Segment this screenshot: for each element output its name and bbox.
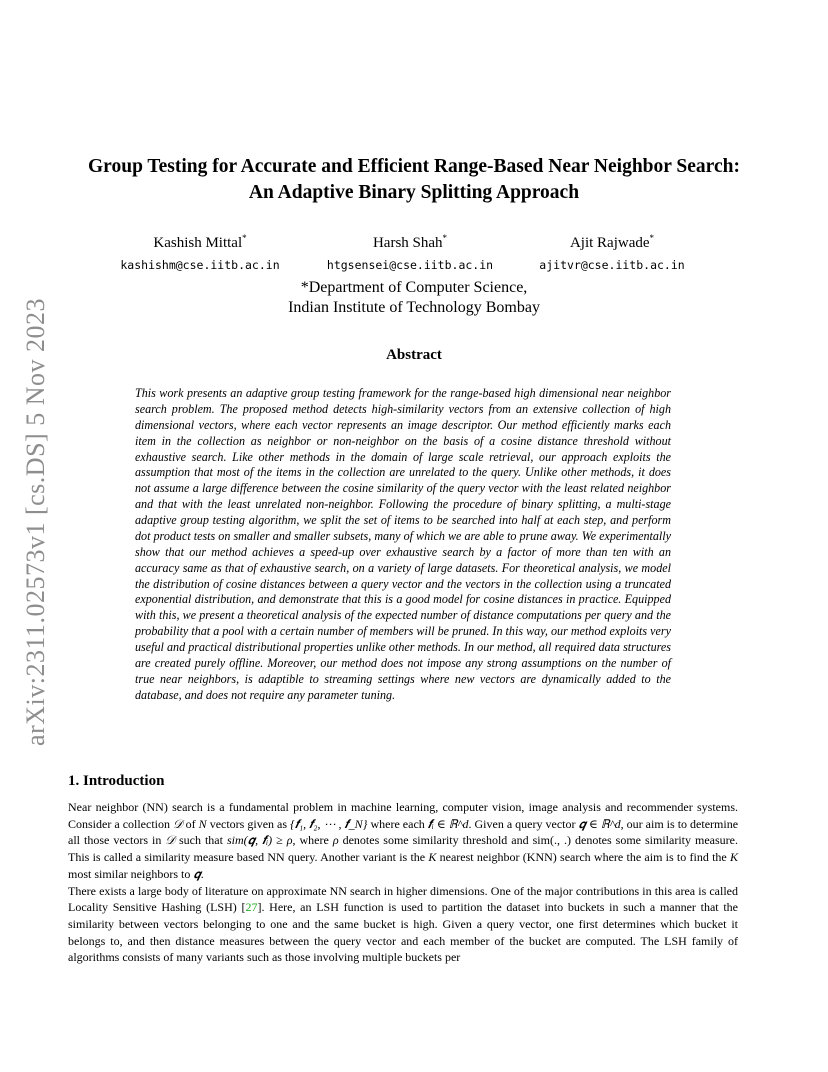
paragraph-1: [68, 799, 738, 883]
math-inline: 𝒟: [173, 816, 183, 831]
text-run: of: [182, 816, 199, 831]
math-inline: N: [198, 816, 207, 831]
math-inline: 𝒇ᵢ ∈ ℝ^d: [427, 816, 469, 831]
math-inline: 𝒟: [165, 833, 175, 848]
text-run: denotes some similarity measure. This is called a similarity measure based NN query. Another variant is the: [68, 833, 738, 865]
author-email[interactable]: htgsensei@cse.iitb.ac.in: [326, 258, 494, 272]
title-line-2: An Adaptive Binary Splitting Approach: [248, 182, 580, 203]
math-inline: {𝒇₁, 𝒇₂, ⋯ , 𝒇_N}: [290, 816, 368, 831]
paragraph-2: [68, 883, 738, 967]
text-run: There exists a large body of literature on approximate NN search in higher dimensions. One of the major contributions in this area is called Locality Sensitive Hashing (LSH) [: [68, 883, 738, 915]
text-run: ]. Here, an LSH function is used to partition the dataset into buckets in such a manner that the similarity between vectors belonging to one and the same bucket is high. Given a query vector, one first determines which bucket it belongs to, and then distance measures between the query vector and each member of the bucket are computed. The LSH family of algorithms consists of many variants such as those involving multiple buckets per: [68, 900, 738, 965]
author-3: [502, 233, 722, 275]
citation-link[interactable]: 27: [245, 900, 258, 915]
text-run: , where: [292, 833, 333, 848]
math-inline: sim(., .): [532, 833, 571, 848]
text-run: nearest neighbor (KNN) search where the aim is to find the: [436, 850, 730, 865]
paper-title: [0, 154, 828, 206]
affiliation-line-1: *Department of Computer Science,: [300, 279, 528, 296]
text-run: most similar neighbors to: [68, 866, 194, 881]
affiliation-line-2: Indian Institute of Technology Bombay: [288, 299, 540, 316]
affiliation: [0, 278, 828, 318]
math-inline: ρ: [332, 833, 339, 848]
text-run: . Given a query vector: [468, 816, 579, 831]
author-email[interactable]: kashishm@cse.iitb.ac.in: [120, 258, 280, 272]
author-name: Ajit Rajwade: [569, 235, 650, 251]
math-inline: 𝒒: [193, 866, 201, 881]
text-run: .: [200, 866, 204, 881]
math-inline: 𝒒 ∈ ℝ^d: [578, 816, 621, 831]
math-inline: K: [729, 850, 738, 865]
author-email[interactable]: ajitvr@cse.iitb.ac.in: [539, 258, 685, 272]
abstract-heading: Abstract: [386, 347, 442, 363]
section-heading-introduction: 1. Introduction: [68, 773, 165, 789]
introduction-body: [68, 799, 738, 966]
text-run: , our aim is to determine all those vectors in: [68, 816, 739, 848]
text-run: vectors given as: [206, 816, 291, 831]
text-run: Near neighbor (NN) search is a fundamental problem in machine learning, computer vision, image analysis and recommender systems. Consider a collection: [68, 800, 738, 831]
text-run: denotes some similarity threshold and: [338, 833, 533, 848]
abstract-text: This work presents an adaptive group testing framework for the range-based high dimensional near neighbor search problem. The proposed method detects high-similarity vectors from an extensive collection of high dimensional vectors, where each vector represents an image descriptor. Our method efficiently marks each item in the collection as neighbor or non-neighbor on the basis of a cosine distance threshold without exhaustive search. Like other methods in the domain of large scale retrieval, our approach exploits the assumption that most of the items in the collection are unrelated to the query. Unlike other methods, it does not assume a large difference between the cosine similarity of the query vector with the least related neighbor and that with the least unrelated non-neighbor. Following the procedure of binary splitting, a multi-stage adaptive group testing algorithm, we split the set of items to be searched into half at each step, and perform dot product tests on smaller and smaller subsets, many of which we are able to prune away. We experimentally show that our method achieves a speed-up over exhaustive search by a factor of more than ten with an accuracy same as that of exhaustive search, on a variety of large datasets. For theoretical analysis, we model the distribution of cosine distances between a query vector and the vectors in the collection using a truncated exponential distribution, and demonstrate that this is a good model for cosine distances in practice. Equipped with this, we present a theoretical analysis of the expected number of distance computations per query and the probability that a pool with a certain number of members will be pruned. In this way, our method exploits very useful and practical distributional properties unlike other methods. In our method, all required data structures are created purely offline. Moreover, our method does not impose any strong assumptions on the number of true near neighbors, is adaptible to streaming settings where new vectors are dynamically added to the database, and does not require any parameter tuning.: [135, 386, 671, 702]
text-run: such that: [174, 833, 227, 848]
author-name: Harsh Shah: [372, 235, 443, 251]
arxiv-stamp-text: arXiv:2311.02573v1 [cs.DS] 5 Nov 2023: [21, 298, 50, 746]
author-name: Kashish Mittal: [153, 235, 243, 251]
title-line-1: Group Testing for Accurate and Efficient Range-Based Near Neighbor Search:: [88, 156, 740, 177]
author-1: [90, 233, 310, 275]
math-inline: K: [428, 850, 437, 865]
math-inline: sim(𝒒, 𝒇ᵢ) ≥ ρ: [226, 833, 293, 848]
author-mark: *: [649, 233, 655, 243]
author-2: [300, 233, 520, 275]
author-mark: *: [242, 233, 247, 243]
text-run: where each: [367, 816, 428, 831]
author-mark: *: [442, 233, 448, 243]
